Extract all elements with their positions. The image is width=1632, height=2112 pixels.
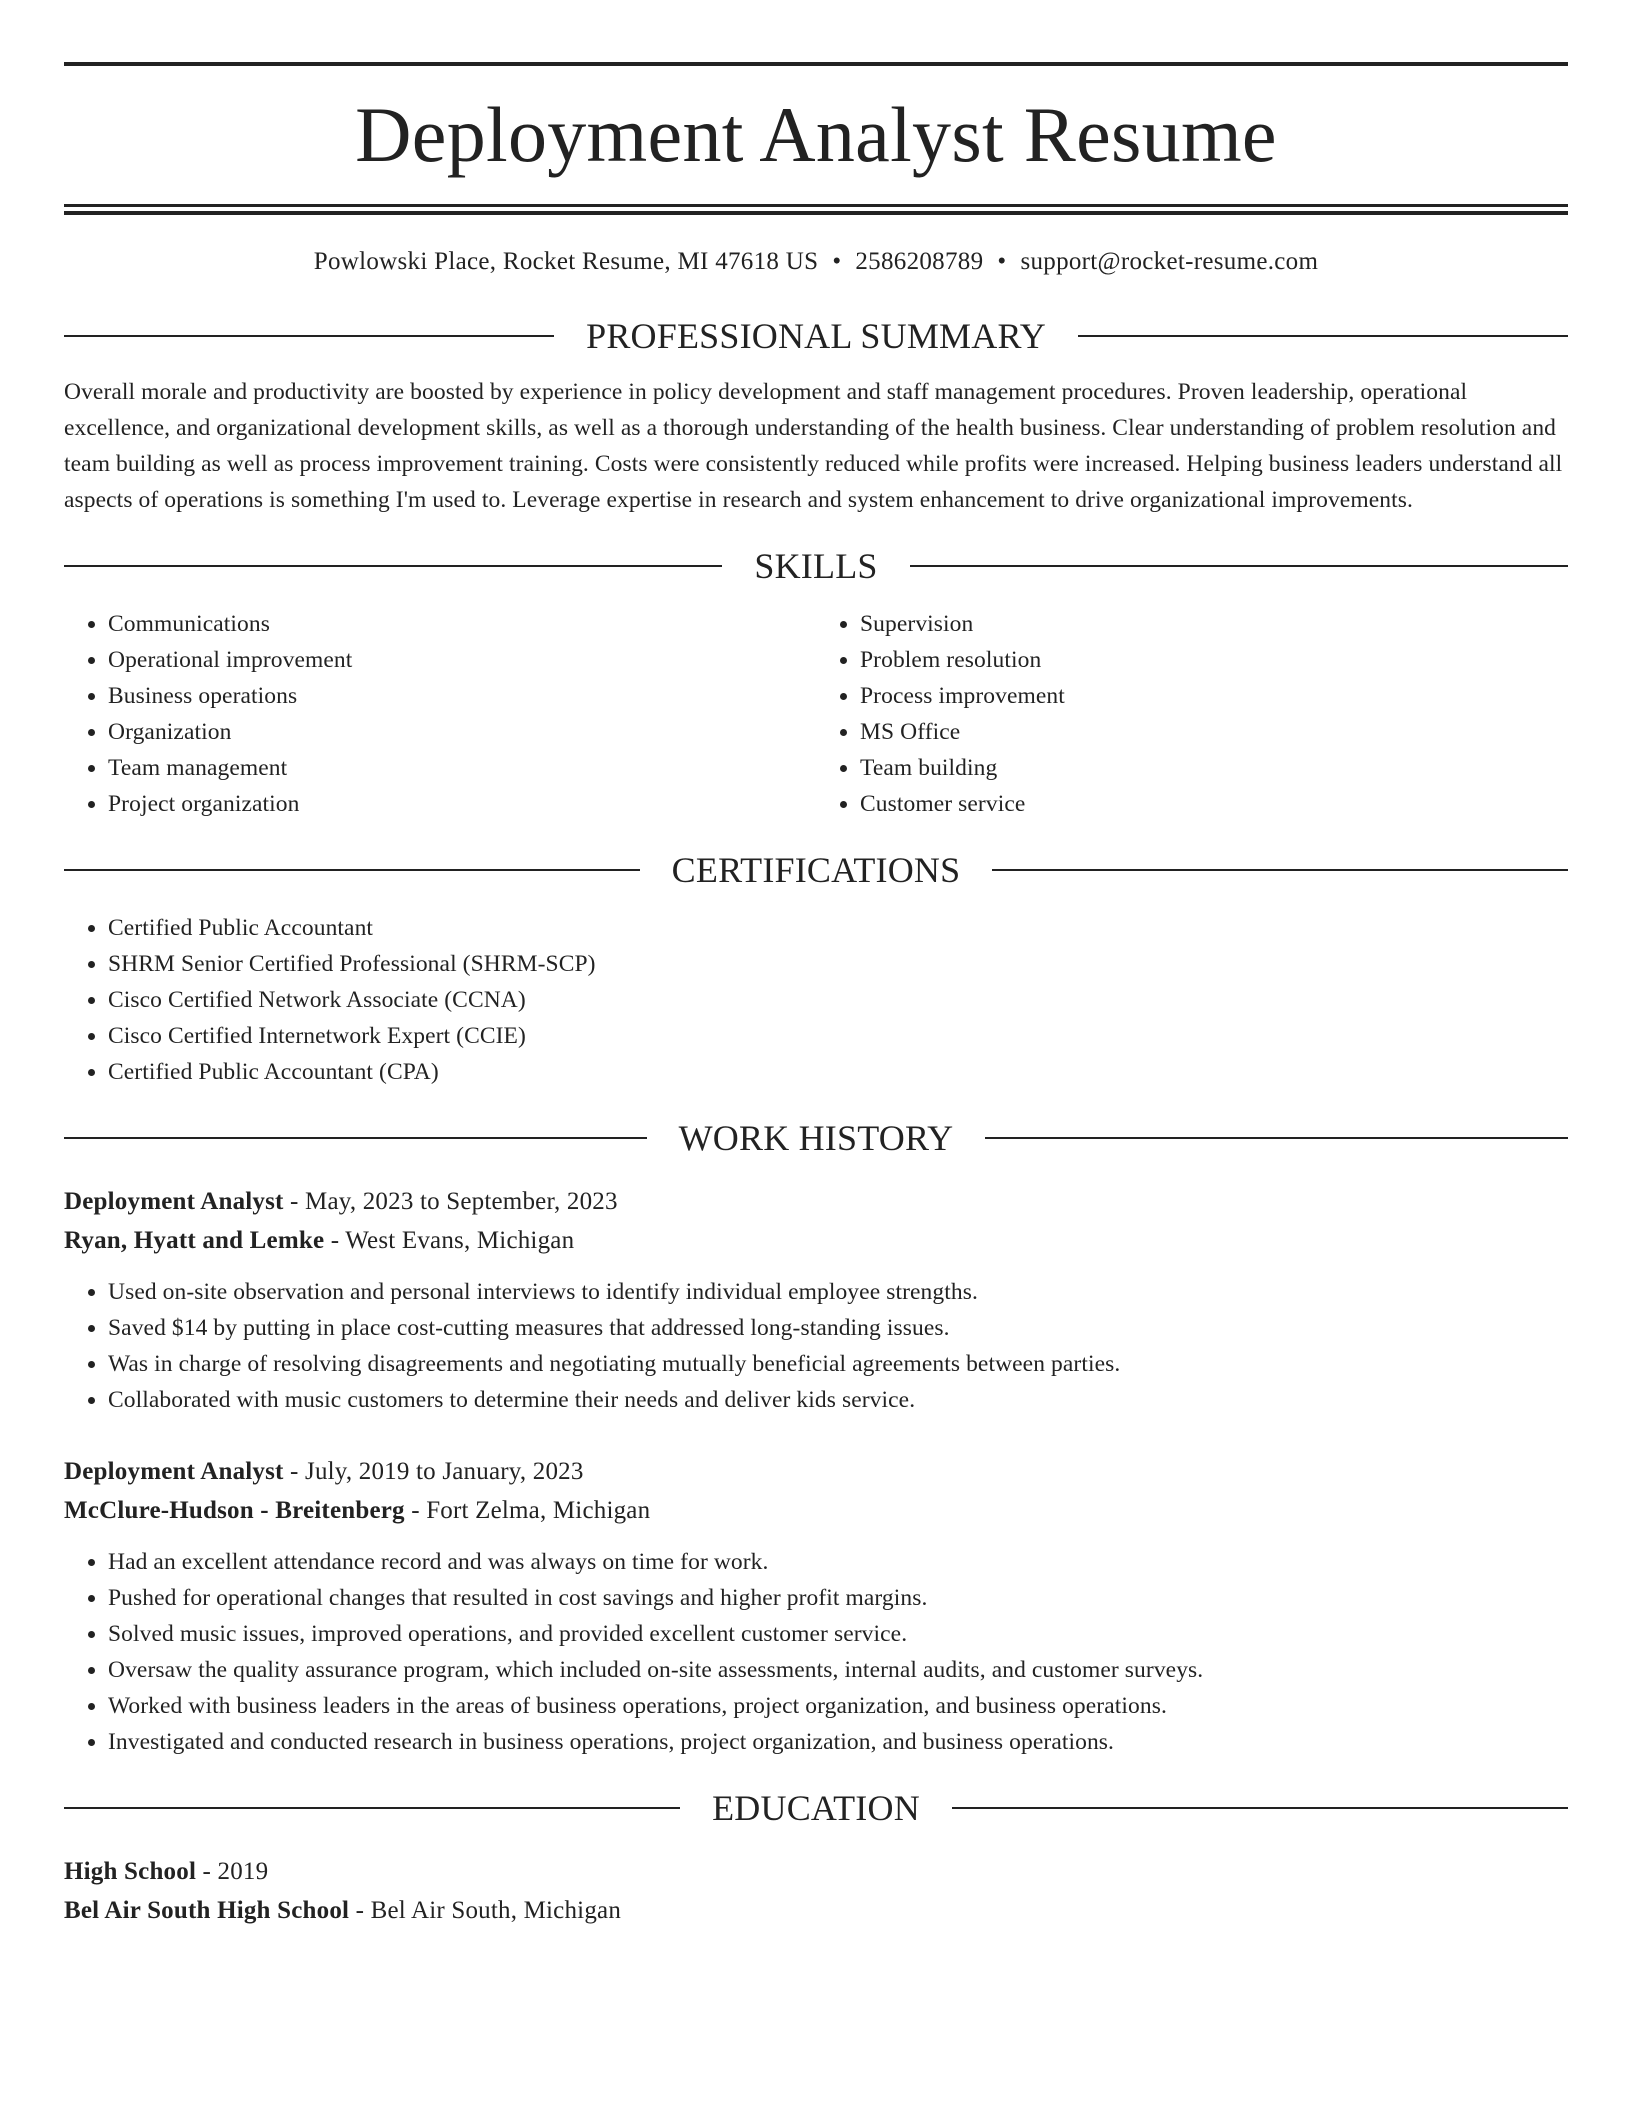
divider: [952, 1807, 1568, 1809]
divider: [910, 565, 1568, 567]
job-entry: [64, 1182, 1568, 1418]
skill-item: • Project organization: [108, 786, 816, 822]
divider: [64, 869, 640, 871]
skill-item: • Operational improvement: [108, 642, 816, 678]
job-dates: - July, 2019 to January, 2023: [283, 1458, 584, 1485]
job-dates: - May, 2023 to September, 2023: [283, 1188, 618, 1215]
divider: [64, 1137, 647, 1139]
job-duty: • Collaborated with music customers to determine their needs and deliver kids service.: [108, 1382, 1568, 1418]
job-duty: • Had an excellent attendance record and was always on time for work.: [108, 1544, 1568, 1580]
contact-line: [64, 249, 1568, 274]
job-duty: • Saved $14 by putting in place cost-cutting measures that addressed long-standing issues.: [108, 1310, 1568, 1346]
skills-column-right: [816, 606, 1568, 822]
job-title-line: [64, 1182, 1568, 1221]
skill-item: • Team building: [860, 750, 1568, 786]
job-duty: • Investigated and conducted research in business operations, project organization, and business operations.: [108, 1724, 1568, 1760]
skills-list: [64, 606, 1568, 822]
job-company-line: [64, 1491, 1568, 1530]
job-duties: [64, 1544, 1568, 1760]
contact-email: support@rocket-resume.com: [1020, 248, 1319, 275]
section-title: EDUCATION: [712, 1788, 920, 1828]
job-duties: [64, 1274, 1568, 1418]
certifications-bullets: [64, 910, 1568, 1090]
job-company: McClure-Hudson - Breitenberg: [64, 1497, 405, 1524]
contact-separator: •: [832, 248, 842, 275]
certification-item: • Certified Public Accountant: [108, 910, 1568, 946]
skill-item: • MS Office: [860, 714, 1568, 750]
skill-item: • Team management: [108, 750, 816, 786]
skill-item: • Supervision: [860, 606, 1568, 642]
divider: [64, 1807, 680, 1809]
education-school-line: [64, 1891, 1568, 1930]
skill-item: • Customer service: [860, 786, 1568, 822]
divider: [64, 565, 722, 567]
contact-phone: 2586208789: [855, 248, 984, 275]
education-year: - 2019: [196, 1858, 269, 1885]
job-location: - West Evans, Michigan: [324, 1227, 575, 1254]
section-header-summary: [64, 318, 1568, 354]
job-duty: • Oversaw the quality assurance program, which included on-site assessments, internal audits, and customer surveys.: [108, 1652, 1568, 1688]
section-header-certifications: [64, 852, 1568, 888]
job-duty: • Was in charge of resolving disagreements and negotiating mutually beneficial agreements between parties.: [108, 1346, 1568, 1382]
section-title: WORK HISTORY: [678, 1118, 954, 1158]
job-duty: • Worked with business leaders in the areas of business operations, project organization, and business operations.: [108, 1688, 1568, 1724]
section-header-education: [64, 1790, 1568, 1826]
skill-item: • Process improvement: [860, 678, 1568, 714]
contact-address: Powlowski Place, Rocket Resume, MI 47618 US: [313, 248, 819, 275]
job-location: - Fort Zelma, Michigan: [404, 1497, 651, 1524]
education-entry: [64, 1852, 1568, 1930]
job-duty: • Pushed for operational changes that resulted in cost savings and higher profit margins.: [108, 1580, 1568, 1616]
section-header-work-history: [64, 1120, 1568, 1156]
section-header-skills: [64, 548, 1568, 584]
skill-item: • Organization: [108, 714, 816, 750]
job-duty: • Used on-site observation and personal interviews to identify individual employee strengths.: [108, 1274, 1568, 1310]
job-title-line: [64, 1452, 1568, 1491]
education-degree: High School: [64, 1858, 197, 1885]
education-school: Bel Air South High School: [64, 1897, 350, 1924]
divider: [992, 869, 1568, 871]
top-rule: [64, 62, 1568, 66]
certification-item: • Certified Public Accountant (CPA): [108, 1054, 1568, 1090]
job-title: Deployment Analyst: [64, 1188, 284, 1215]
section-title: PROFESSIONAL SUMMARY: [586, 316, 1046, 356]
divider: [64, 335, 554, 337]
skill-item: • Communications: [108, 606, 816, 642]
summary-text: Overall morale and productivity are boosted by experience in policy development and staff management procedures. Proven leadership, operational excellence, and organizational development skills, as well as a thorough understanding of the health business. Clear understanding of problem resolution and team building as well as process improvement training. Costs were consistently reduced while profits were increased. Helping business leaders understand all aspects of operations is something I'm used to. Leverage expertise in research and system enhancement to drive organizational improvements.: [64, 379, 1563, 513]
page-title: Deployment Analyst Resume: [355, 91, 1277, 178]
education-location: - Bel Air South, Michigan: [349, 1897, 622, 1924]
divider: [1078, 335, 1568, 337]
job-duty: • Solved music issues, improved operations, and provided excellent customer service.: [108, 1616, 1568, 1652]
section-title: SKILLS: [754, 546, 878, 586]
certification-item: • Cisco Certified Internetwork Expert (CCIE): [108, 1018, 1568, 1054]
job-title: Deployment Analyst: [64, 1458, 284, 1485]
title-double-rule: [64, 204, 1568, 215]
job-company-line: [64, 1221, 1568, 1260]
skill-item: • Problem resolution: [860, 642, 1568, 678]
certification-item: • SHRM Senior Certified Professional (SHRM-SCP): [108, 946, 1568, 982]
skills-column-left: [64, 606, 816, 822]
job-entry: [64, 1452, 1568, 1760]
skill-item: • Business operations: [108, 678, 816, 714]
education-degree-line: [64, 1852, 1568, 1891]
certification-item: • Cisco Certified Network Associate (CCNA): [108, 982, 1568, 1018]
contact-separator: •: [997, 248, 1007, 275]
job-company: Ryan, Hyatt and Lemke: [64, 1227, 325, 1254]
certifications-list: [64, 910, 1568, 1090]
section-title: CERTIFICATIONS: [671, 850, 961, 890]
divider: [985, 1137, 1568, 1139]
